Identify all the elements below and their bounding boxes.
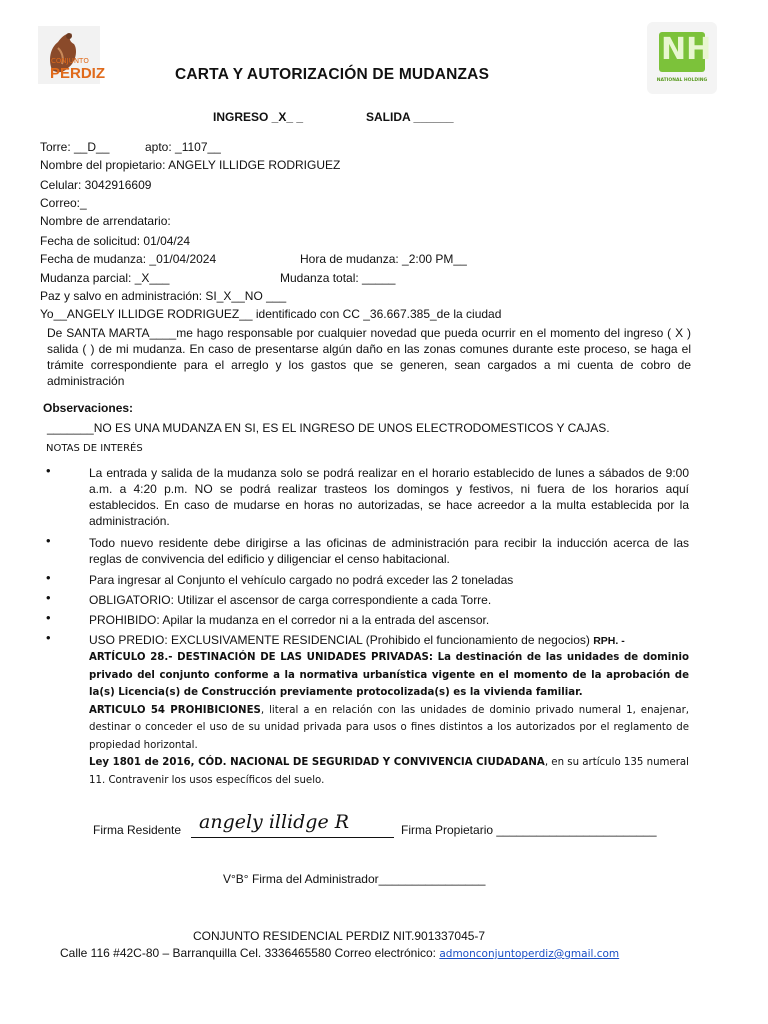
arrendatario-field: Nombre de arrendatario: <box>40 214 171 228</box>
note-item: PROHIBIDO: Apilar la mudanza en el corredor ni a la entrada del ascensor. <box>89 613 490 627</box>
hora-mudanza-field: Hora de mudanza: _2:00 PM__ <box>300 252 467 266</box>
bullet-icon: • <box>46 463 51 478</box>
firma-propietario-label: Firma Propietario ________________________ <box>401 823 657 837</box>
note-item: Para ingresar al Conjunto el vehículo cargado no podrá exceder las 2 toneladas <box>89 573 514 587</box>
celular-field: Celular: 3042916609 <box>40 178 152 192</box>
mudanza-total-field: Mudanza total: _____ <box>280 271 396 285</box>
conjunto-perdiz-logo <box>38 26 106 84</box>
rph-label: RPH. - <box>593 635 625 647</box>
ley-1801-text: , en su artículo 135 numeral 11. Contravenir los usos específicos del suelo. <box>89 757 690 786</box>
torre-field: Torre: __D__ <box>40 140 110 154</box>
bullet-icon: • <box>46 630 51 645</box>
articulo-54 <box>89 702 689 755</box>
articulo-28: ARTÍCULO 28.- DESTINACIÓN DE LAS UNIDADES PRIVADAS: La destinación de las unidades de dominio privado del conjunto conforme a la normativa urbanística vigente en el momento de la aprobación de la(s) Licencia(s) de Construcción previamente protocolizada(s) es la vivienda familiar. <box>89 652 689 698</box>
footer-company: CONJUNTO RESIDENCIAL PERDIZ NIT.901337045-7 <box>193 929 486 943</box>
paz-salvo-field: Paz y salvo en administración: SI_X__NO ___ <box>40 289 287 303</box>
articulo-54-title: ARTICULO 54 PROHIBICIONES <box>89 704 261 716</box>
logo-right-mark: NH <box>661 32 712 67</box>
yo-identificado-line: Yo__ANGELY ILLIDGE RODRIGUEZ__ identificado con CC _36.667.385_de la ciudad <box>40 307 502 321</box>
ingreso-field: INGRESO _X_ _ <box>213 110 304 124</box>
firma-administrador-label: V°B° Firma del Administrador________________ <box>223 872 486 886</box>
note-item: Todo nuevo residente debe dirigirse a las oficinas de administración para recibir la inducción acerca de las reglas de convivencia del edificio y diligenciar el censo habitacional. <box>89 536 689 566</box>
ley-1801 <box>89 754 689 789</box>
uso-predio-block <box>89 632 689 789</box>
correo-field: Correo:_ <box>40 196 87 210</box>
firma-residente-label: Firma Residente <box>93 823 182 837</box>
uso-predio-text: USO PREDIO: EXCLUSIVAMENTE RESIDENCIAL (Prohibido el funcionamiento de negocios) <box>89 633 590 647</box>
logo-left-top-text: CONJUNTO <box>51 57 89 65</box>
mudanza-parcial-field: Mudanza parcial: _X___ <box>40 271 170 285</box>
firma-residente-line <box>191 837 394 838</box>
footer-address <box>60 945 619 962</box>
salida-field: SALIDA ______ <box>366 110 454 124</box>
logo-right-sub: NATIONAL HOLDING <box>656 78 708 83</box>
fecha-solicitud-field: Fecha de solicitud: 01/04/24 <box>40 234 191 248</box>
note-item: OBLIGATORIO: Utilizar el ascensor de carga correspondiente a cada Torre. <box>89 593 492 607</box>
apto-field: apto: _1107__ <box>145 140 221 154</box>
bullet-icon: • <box>46 570 51 585</box>
bullet-icon: • <box>46 533 51 548</box>
national-holding-logo <box>647 22 717 94</box>
fecha-mudanza-field: Fecha de mudanza: _01/04/2024 <box>40 252 217 266</box>
ley-1801-title: Ley 1801 de 2016, CÓD. NACIONAL DE SEGURIDAD Y CONVIVENCIA CIUDADANA <box>89 757 545 768</box>
footer-address-text: Calle 116 #42C-80 – Barranquilla Cel. 3336465580 Correo electrónico: <box>60 946 437 960</box>
bullet-icon: • <box>46 590 51 605</box>
logo-left-main-text: PERDIZ <box>50 65 106 82</box>
firma-residente-signature: angely illidge R <box>199 811 350 833</box>
bullet-icon: • <box>46 610 51 625</box>
notas-label: NOTAS DE INTERÉS <box>46 443 143 454</box>
page-title: CARTA Y AUTORIZACIÓN DE MUDANZAS <box>175 66 490 83</box>
footer-email-link[interactable]: admonconjuntoperdiz@gmail.com <box>439 948 620 960</box>
propietario-field: Nombre del propietario: ANGELY ILLIDGE RODRIGUEZ <box>40 158 341 172</box>
observaciones-text: _______NO ES UNA MUDANZA EN SI, ES EL INGRESO DE UNOS ELECTRODOMESTICOS Y CAJAS. <box>47 421 610 435</box>
articulo-54-text: , literal a en relación con las unidades de dominio privado numeral 1, enajenar, destinar o conceder el uso de su unidad privada para usos o fines distintos a los autorizados por el reglamento de propiedad horizontal. <box>89 704 689 751</box>
declaration-paragraph: De SANTA MARTA____me hago responsable por cualquier novedad que pueda ocurrir en el momento del ingreso ( X ) salida ( ) de mi mudanza. En caso de presentarse algún daño en las zonas comunes durante este proceso, se haga el trámite correspondiente para el arreglo y los gastos que se generen, sean cargados a mi cuenta de cobro de administración <box>47 326 691 388</box>
note-item: La entrada y salida de la mudanza solo se podrá realizar en el horario establecido de lunes a sábados de 9:00 a.m. a 4:20 p.m. NO se podrá realizar trasteos los domingos y festivos, ni fuera de los horarios aquí establecidos. En caso de mudarse en horas no autorizadas, se hace acreedor a la multa establecida por la administración. <box>89 466 689 528</box>
observaciones-label: Observaciones: <box>43 401 134 415</box>
